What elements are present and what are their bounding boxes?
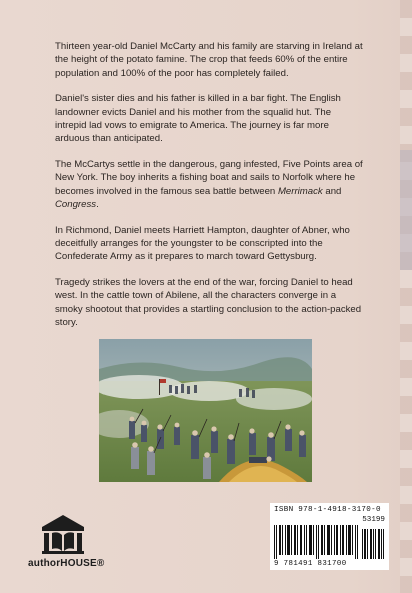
synopsis-paragraph-5: Tragedy strikes the lovers at the end of the war, forcing Daniel to head west. In the cattle town of Abilene, all the characters converge in a smoky shootout that provides a startling conclusion to the action-packed story. <box>55 277 362 329</box>
price-code: 53199 <box>362 516 385 524</box>
civil-war-battle-painting-icon <box>99 339 312 482</box>
synopsis-paragraph-1: Thirteen year-old Daniel McCarty and his family are starving in Ireland at the height of the potato famine. The crop that feeds 60% of the entire population and 100% of the poor has completely failed. <box>55 41 363 79</box>
synopsis <box>55 40 365 342</box>
barcode-bars <box>274 525 385 559</box>
synopsis-paragraph-4: In Richmond, Daniel meets Harriett Hampton, daughter of Abner, who deceitfully arranges for the youngster to be conscripted into the Confederate Army as it prepares to march toward Gettysburg. <box>55 224 350 263</box>
barcode-digits: 9 781491 831700 <box>274 560 347 568</box>
ship-name-congress: Congress <box>55 198 97 210</box>
authorhouse-book-house-icon <box>38 513 88 555</box>
isbn-barcode <box>270 503 389 570</box>
synopsis-paragraph-3-text: The McCartys settle in the dangerous, gang infested, Five Points area of New York. The boy inherits a fishing boat and sails to Norfolk where he becomes involved in the famous sea battle between <box>55 159 363 197</box>
flag-blue-field-edge <box>400 150 412 270</box>
isbn-label: ISBN 978-1-4918-3170-0 <box>274 506 381 514</box>
ship-name-merrimack: Merrimack <box>277 185 323 197</box>
publisher-name: authorHOUSE® <box>28 558 105 569</box>
ship-period: . <box>96 198 99 210</box>
battle-illustration <box>99 339 312 482</box>
synopsis-paragraph-2: Daniel's sister dies and his father is killed in a bar fight. The English landowner evicts Daniel and his mother from the squalid hut. The intrepid lad vows to emigrate to America. The journey is far more arduous than anticipated. <box>55 93 341 145</box>
synopsis-paragraph-3 <box>55 158 365 211</box>
ship-and: and <box>325 185 342 197</box>
flag-stripes-edge <box>400 0 412 593</box>
